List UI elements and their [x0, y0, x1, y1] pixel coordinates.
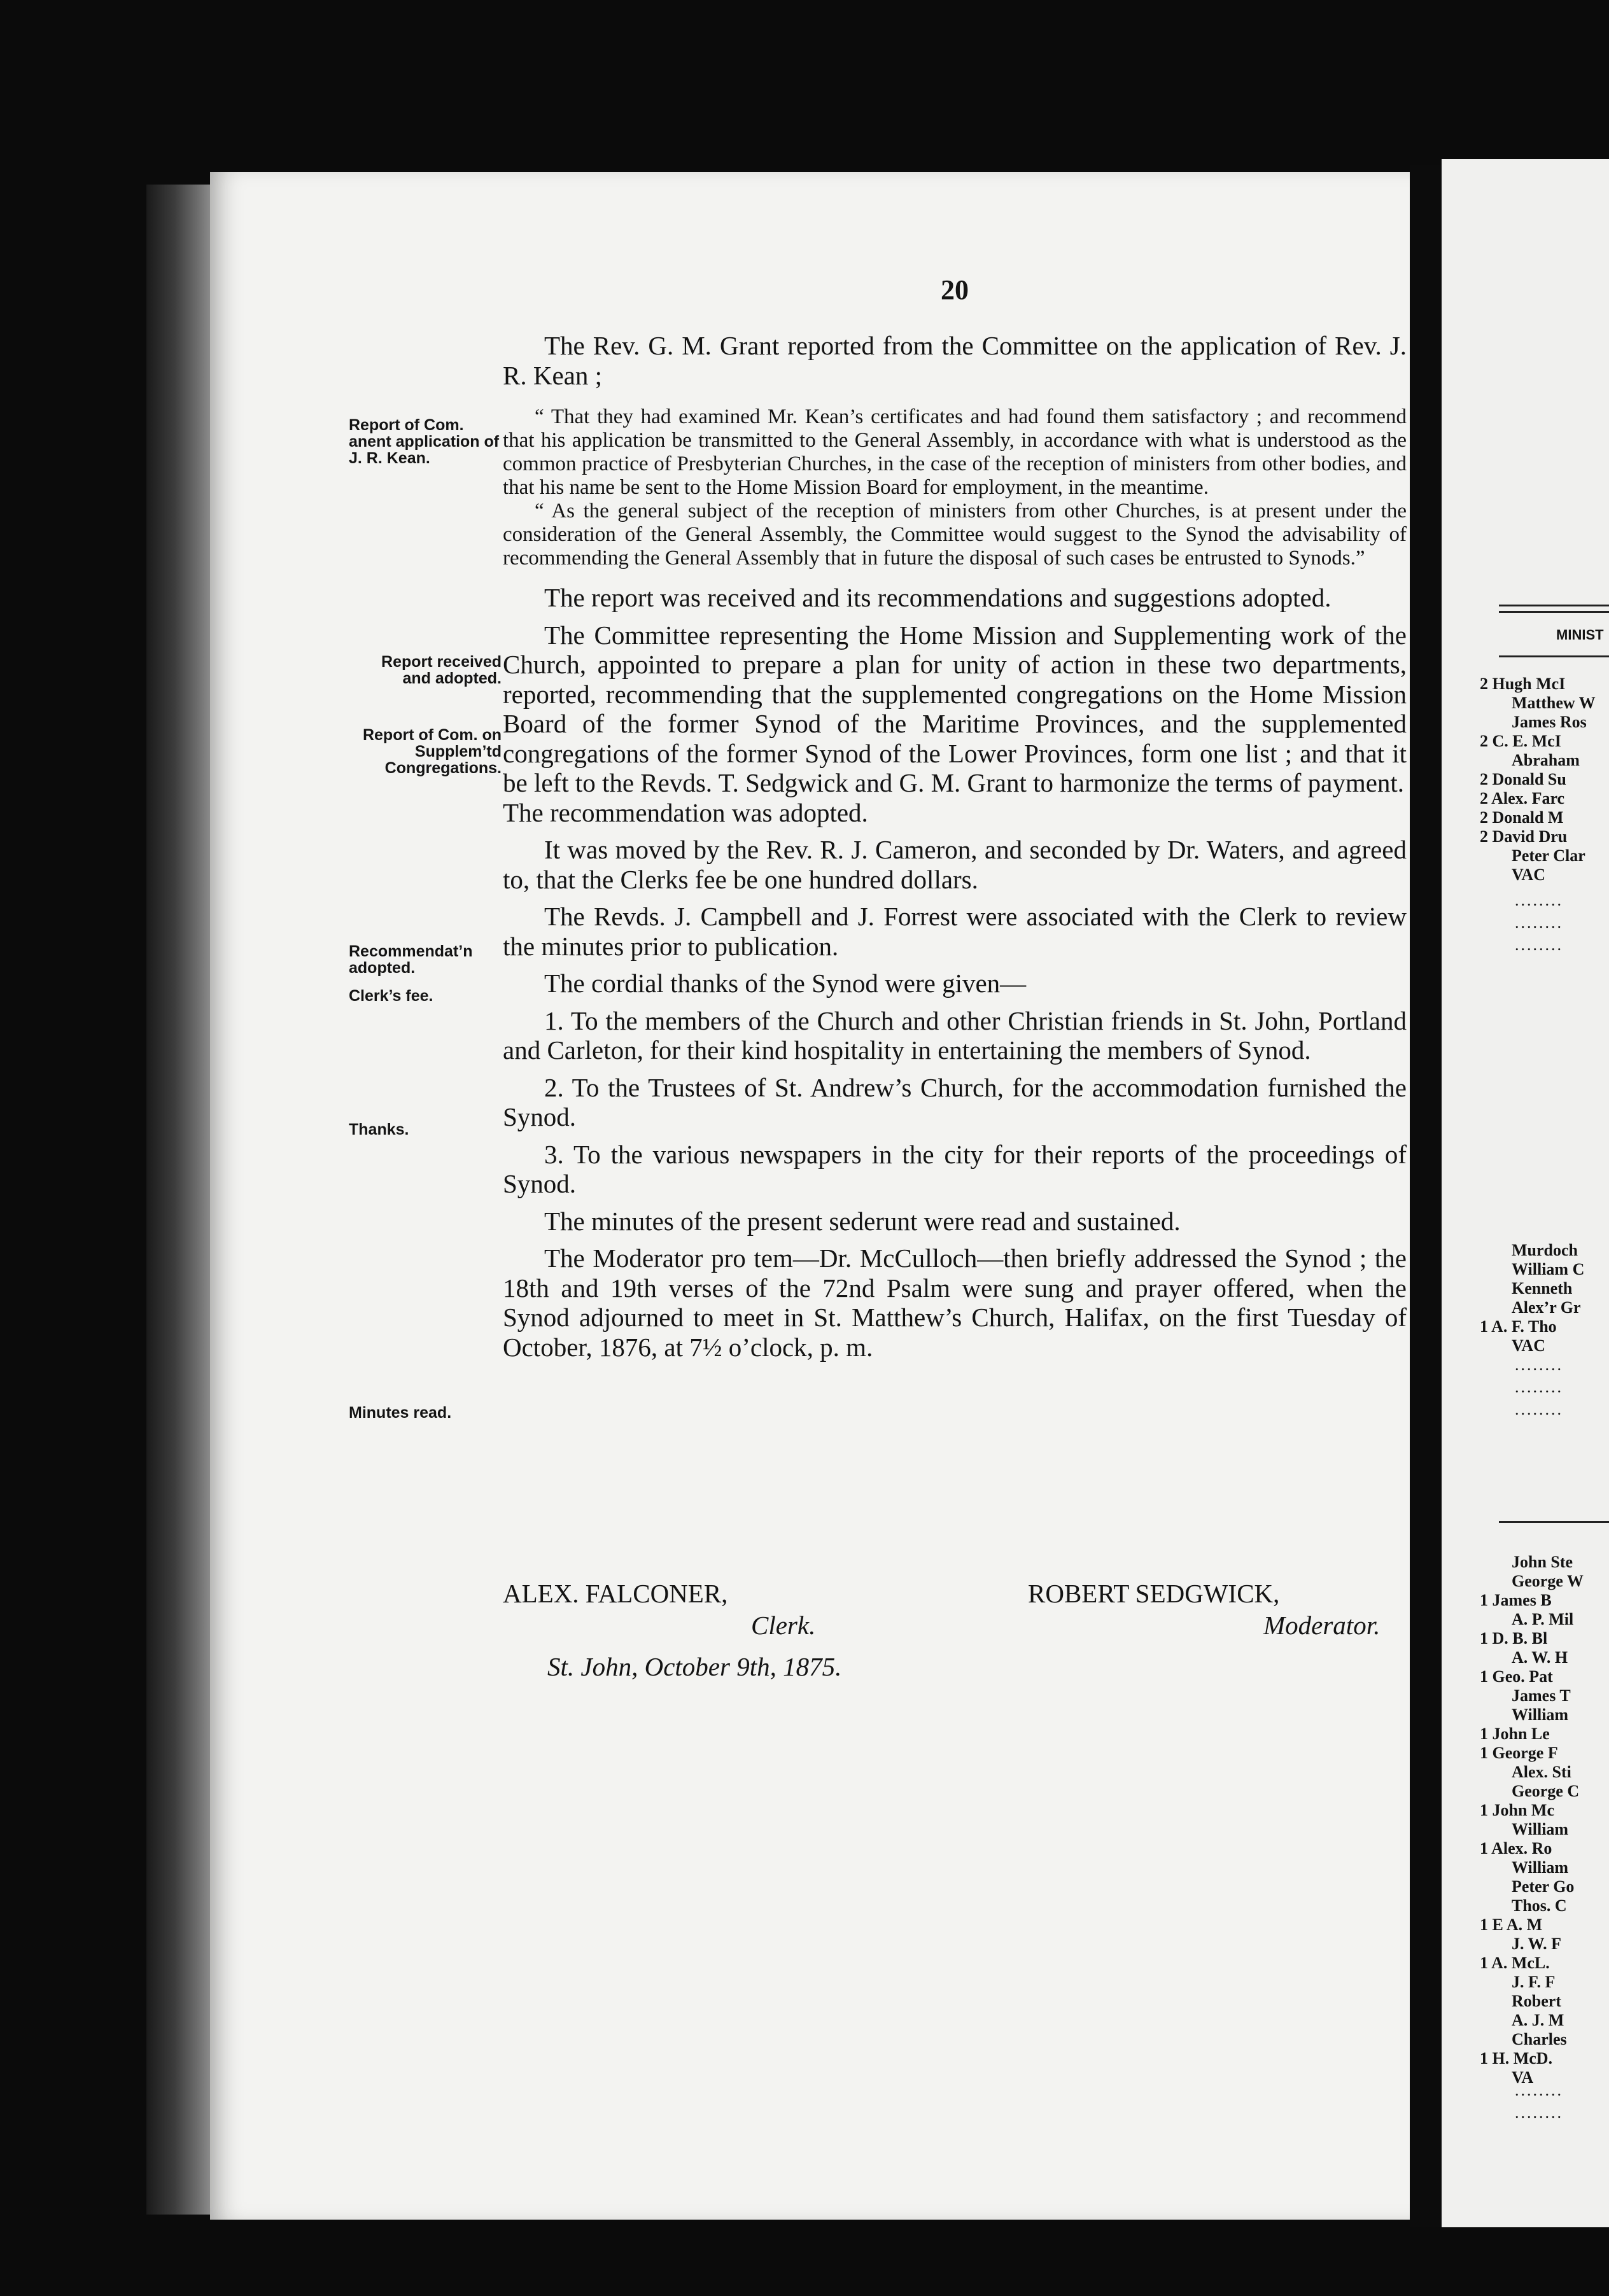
minister-entry: William [1512, 1858, 1569, 1877]
paragraph-clerks-fee: It was moved by the Rev. R. J. Cameron, and seconded by Dr. Waters, and agreed to, that the Clerks fee be one hundred dollars. [503, 835, 1407, 894]
paragraph-minutes-read: The minutes of the present sederunt were read and sustained. [544, 1206, 1181, 1236]
minister-entry: Charles [1512, 2030, 1567, 2048]
minister-entry: George C [1512, 1782, 1580, 1800]
margin-note: Clerk’s fee. [349, 987, 433, 1005]
committee-quote [503, 405, 1407, 570]
minister-entry: 1 George F [1480, 1744, 1558, 1762]
dotted-leader: ........ [1515, 935, 1563, 954]
paragraph-thanks: The cordial thanks of the Synod were given— [544, 969, 1027, 998]
thanks-item: 3. To the various newspapers in the city for their reports of the proceedings of Synod. [503, 1139, 1407, 1198]
minister-entry: William [1512, 1820, 1569, 1838]
minister-entry: 2 Donald M [1480, 808, 1564, 827]
paragraph-recommendation-adopted: The recommendation was adopted. [503, 797, 868, 827]
minister-entry: William [1512, 1705, 1569, 1724]
page-body [503, 331, 1407, 1362]
minister-entry: J. W. F [1512, 1935, 1562, 1953]
minister-entry: Alex. Sti [1512, 1763, 1571, 1781]
divider [1499, 1521, 1609, 1523]
minister-entry: A. P. Mil [1512, 1610, 1574, 1628]
ministers-header: MINIST [1556, 627, 1604, 643]
minister-entry: 1 John Le [1480, 1725, 1550, 1743]
minister-entry: James T [1512, 1686, 1571, 1705]
minister-entry: 1 A. McL. [1480, 1954, 1550, 1972]
ministers-list [1480, 1553, 1584, 2087]
minister-entry: John Ste [1512, 1553, 1573, 1571]
paragraph-supplemented-congregations: The Committee representing the Home Mission and Supplementing work of the Church, appointed to prepare a plan for unity of action in these two departments, reported, recommending that the supplemented congregations on the Home Mission Board of the former Synod of the Maritime Provinces, and the supplemented congregations of the former Synod of the Lower Provinces, form one list ; and that it be left to the Revds. T. Sedgwick and G. M. Grant to harmonize the terms of payment. [503, 620, 1407, 797]
paragraph-grant-report: The Rev. G. M. Grant reported from the Committee on the application of Rev. J. R. Kean ; [503, 331, 1407, 390]
minister-entry: 1 John Mc [1480, 1801, 1554, 1819]
quote-paragraph: “ As the general subject of the reception of ministers from other Churches, is at present under the consideration of the General Assembly, the Committee would suggest to the Synod the advisability of recommending the General Assembly that in future the disposal of such cases be entrusted to Synods.” [503, 500, 1407, 570]
divider [1499, 605, 1609, 606]
book-spine [146, 185, 216, 2215]
page-number: 20 [941, 274, 969, 305]
minister-entry: Peter Go [1512, 1877, 1575, 1896]
dotted-leader: ........ [1515, 1378, 1563, 1396]
margin-note: Report received and adopted. [381, 653, 502, 687]
minister-entry: Alex’r Gr [1512, 1298, 1581, 1317]
minister-entry: 2 Alex. Farc [1480, 789, 1565, 808]
minister-entry: George W [1512, 1572, 1584, 1590]
dotted-leader: ........ [1515, 891, 1563, 909]
minister-entry: Kenneth [1512, 1279, 1573, 1298]
margin-note: Recommendat’n adopted. [349, 942, 473, 977]
paragraph-review-minutes: The Revds. J. Campbell and J. Forrest were associated with the Clerk to review the minutes prior to publication. [503, 902, 1407, 961]
minister-entry: 1 Geo. Pat [1480, 1667, 1553, 1686]
minister-entry: Abraham [1512, 751, 1580, 769]
minister-entry: 2 C. E. McI [1480, 732, 1561, 750]
thanks-item: 2. To the Trustees of St. Andrew’s Church, for the accommodation furnished the Synod. [503, 1072, 1407, 1131]
minister-entry: James Ros [1512, 713, 1587, 731]
minister-entry: A. J. M [1512, 2011, 1564, 2029]
minister-entry: 2 Donald Su [1480, 770, 1566, 788]
margin-note: Report of Com. anent application of J. R. Kean. [349, 416, 500, 467]
paragraph-report-received: The report was received and its recommendations and suggestions adopted. [544, 583, 1331, 612]
clerk-title: Clerk. [751, 1611, 816, 1640]
margin-note: Report of Com. on Supplem’td Congregations. [362, 726, 502, 777]
place-date: St. John, October 9th, 1875. [547, 1652, 842, 1681]
margin-note: Thanks. [349, 1121, 409, 1138]
minister-entry: Matthew W [1512, 694, 1596, 712]
ministers-list [1480, 1241, 1584, 1355]
paragraph-adjournment: The Moderator pro tem—Dr. McCulloch—then briefly addressed the Synod ; the 18th and 19th verses of the 72nd Psalm were sung and prayer offered, when the Synod adjourned to meet in St. Matthew’s Church, Halifax, on the first Tuesday of October, 1876, at 7½ o’clock, p. m. [503, 1243, 1407, 1362]
minister-entry: Murdoch [1512, 1241, 1578, 1259]
dotted-leader: ........ [1515, 1355, 1563, 1374]
minister-entry: 2 Hugh McI [1480, 675, 1566, 693]
minister-entry: 1 Alex. Ro [1480, 1839, 1552, 1858]
minister-entry: 2 David Dru [1480, 827, 1568, 846]
minister-entry: VA [1512, 2068, 1534, 2087]
quote-paragraph: “ That they had examined Mr. Kean’s certificates and had found them satisfactory ; and recommend that his application be transmitted to the General Assembly, in accordance with what is understood as the common practice of Presbyterian Churches, in the case of the reception of ministers from other bodies, and that his name be sent to the Home Mission Board for employment, in the meantime. [503, 405, 1407, 499]
minister-entry: 1 A. F. Tho [1480, 1317, 1557, 1336]
divider [1499, 655, 1609, 657]
thanks-item: 1. To the members of the Church and other Christian friends in St. John, Portland and Carleton, for their kind hospitality in entertaining the members of Synod. [503, 1005, 1407, 1065]
dotted-leader: ........ [1515, 2081, 1563, 2099]
minister-entry: Robert [1512, 1992, 1561, 2010]
minister-entry: 1 D. B. Bl [1480, 1629, 1548, 1648]
clerk-name: ALEX. FALCONER, [503, 1579, 728, 1608]
dotted-leader: ........ [1515, 2103, 1563, 2122]
margin-note: Minutes read. [349, 1404, 452, 1422]
ministers-list [1480, 675, 1596, 885]
divider [1499, 611, 1609, 613]
next-page-fragment [1442, 159, 1609, 2227]
minister-entry: A. W. H [1512, 1648, 1568, 1667]
dotted-leader: ........ [1515, 913, 1563, 932]
moderator-title: Moderator. [1263, 1611, 1381, 1640]
dotted-leader: ........ [1515, 1400, 1563, 1418]
moderator-name: ROBERT SEDGWICK, [1028, 1579, 1280, 1608]
minister-entry: VAC [1512, 1336, 1545, 1355]
minister-entry: 1 H. McD. [1480, 2049, 1553, 2068]
minister-entry: 1 James B [1480, 1591, 1552, 1609]
minister-entry: 1 E A. M [1480, 1915, 1543, 1934]
minister-entry: Peter Clar [1512, 846, 1585, 865]
minister-entry: William C [1512, 1260, 1585, 1278]
minister-entry: J. F. F [1512, 1973, 1556, 1991]
minister-entry: VAC [1512, 865, 1545, 884]
page-gutter [1410, 165, 1442, 2227]
minister-entry: Thos. C [1512, 1896, 1567, 1915]
